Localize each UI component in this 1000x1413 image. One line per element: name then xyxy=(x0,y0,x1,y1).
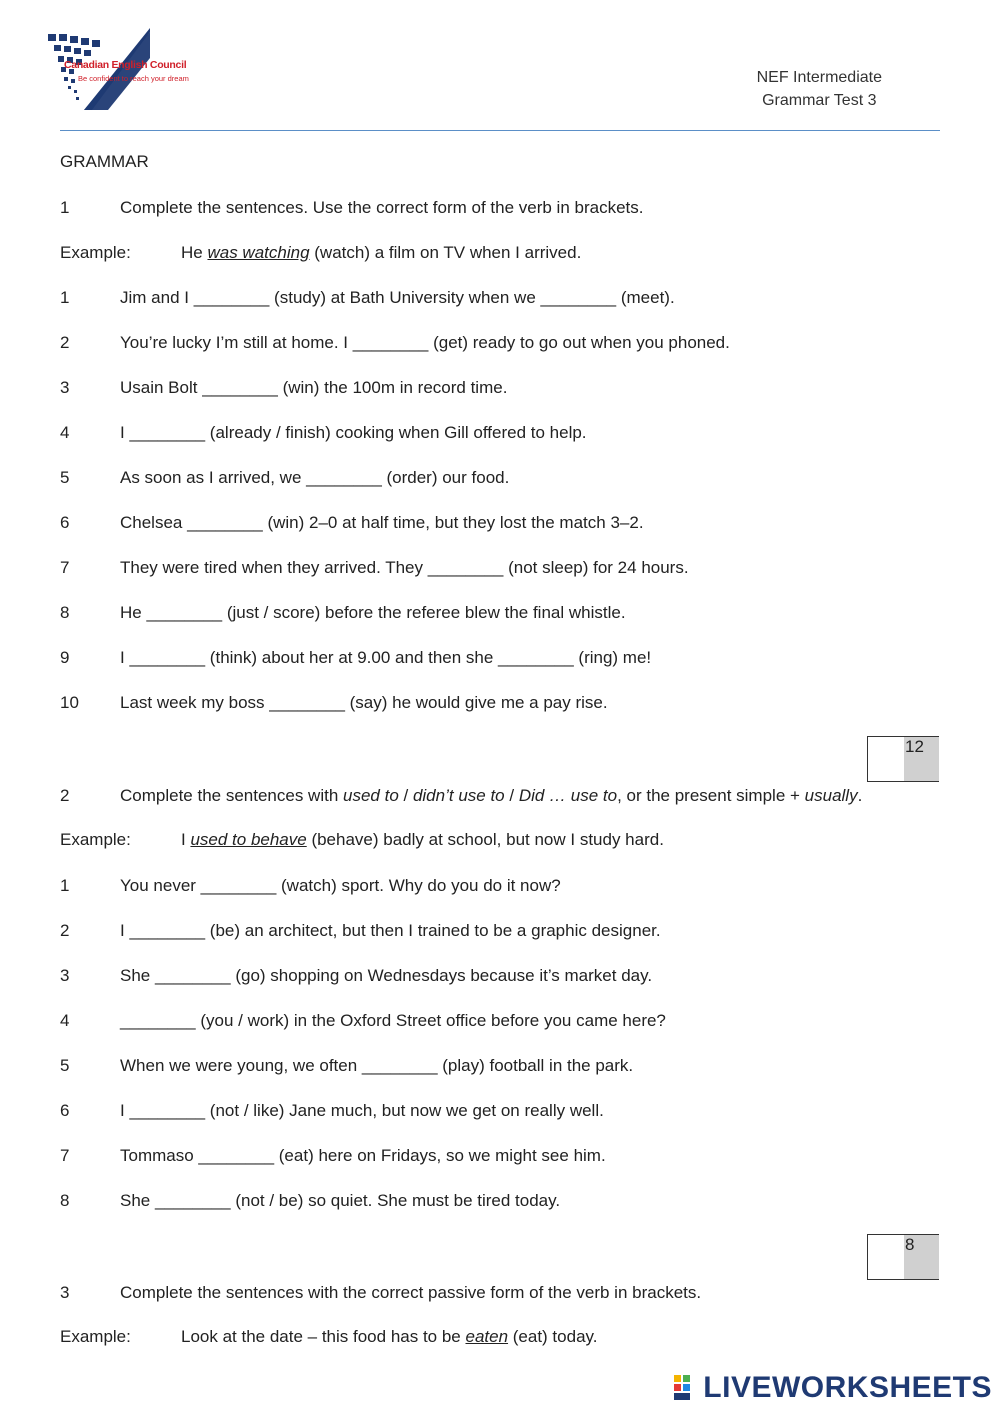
exercise-number: 2 xyxy=(60,786,70,805)
score-total: 8 xyxy=(904,1235,939,1279)
instruction-text: Complete the sentences. Use the correct form of the verb in brackets. xyxy=(120,198,644,217)
question-text: She ________ (not / be) so quiet. She must be tired today. xyxy=(120,1191,561,1210)
logo-squares-graphic xyxy=(46,28,246,118)
score-box xyxy=(867,736,939,782)
brand-name: Canadian English Council xyxy=(64,59,187,71)
question-text: You’re lucky I’m still at home. I ________ (get) ready to go out when you phoned. xyxy=(120,333,730,352)
example-label: Example: xyxy=(60,1327,131,1346)
example-sentence: He was watching (watch) a film on TV when I arrived. xyxy=(181,243,582,262)
exercise-number: 1 xyxy=(60,198,70,217)
liveworksheets-logo-icon xyxy=(674,1375,700,1401)
question-text: I ________ (think) about her at 9.00 and then she ________ (ring) me! xyxy=(120,648,652,667)
instruction-text: Complete the sentences with the correct passive form of the verb in brackets. xyxy=(120,1283,702,1302)
liveworksheets-watermark xyxy=(674,1371,992,1405)
question-text: ________ (you / work) in the Oxford Street office before you came here? xyxy=(120,1011,666,1030)
header-divider xyxy=(60,130,940,131)
question-text: As soon as I arrived, we ________ (order) our food. xyxy=(120,468,510,487)
score-total: 12 xyxy=(904,737,939,781)
score-entry[interactable] xyxy=(868,737,905,781)
header-test-info xyxy=(757,66,882,112)
question-text: You never ________ (watch) sport. Why do you do it now? xyxy=(120,876,561,895)
question-text: Usain Bolt ________ (win) the 100m in record time. xyxy=(120,378,508,397)
exercise-number: 3 xyxy=(60,1283,70,1302)
course-name: NEF Intermediate xyxy=(756,69,882,86)
question-text: I ________ (already / finish) cooking when Gill offered to help. xyxy=(120,423,587,442)
example-sentence: Look at the date – this food has to be eaten (eat) today. xyxy=(181,1327,598,1346)
score-box xyxy=(867,1234,939,1280)
question-text: Jim and I ________ (study) at Bath University when we ________ (meet). xyxy=(120,288,675,307)
example-answer: used to behave xyxy=(190,830,307,849)
score-entry[interactable] xyxy=(868,1235,905,1279)
question-text: Tommaso ________ (eat) here on Fridays, so we might see him. xyxy=(120,1146,606,1165)
instruction-text: Complete the sentences with used to / didn’t use to / Did … use to, or the present simple + usually. xyxy=(120,786,863,805)
section-title: GRAMMAR xyxy=(60,152,149,171)
example-answer: eaten xyxy=(465,1327,509,1346)
question-text: He ________ (just / score) before the referee blew the final whistle. xyxy=(120,603,626,622)
example-label: Example: xyxy=(60,830,131,849)
watermark-text: LIVEWORKSHEETS xyxy=(703,1371,992,1404)
example-sentence: I used to behave (behave) badly at school, but now I study hard. xyxy=(181,830,664,849)
question-text: She ________ (go) shopping on Wednesdays because it’s market day. xyxy=(120,966,653,985)
question-text: I ________ (be) an architect, but then I trained to be a graphic designer. xyxy=(120,921,661,940)
question-text: I ________ (not / like) Jane much, but now we get on really well. xyxy=(120,1101,604,1120)
question-text: Last week my boss ________ (say) he would give me a pay rise. xyxy=(120,693,608,712)
brand-logo xyxy=(46,28,246,118)
question-text: Chelsea ________ (win) 2–0 at half time, but they lost the match 3–2. xyxy=(120,513,644,532)
question-text: When we were young, we often ________ (play) football in the park. xyxy=(120,1056,634,1075)
example-answer: was watching xyxy=(207,243,310,262)
question-text: They were tired when they arrived. They ________ (not sleep) for 24 hours. xyxy=(120,558,689,577)
test-name: Grammar Test 3 xyxy=(762,92,877,109)
example-label: Example: xyxy=(60,243,131,262)
brand-tagline: Be confident to reach your dream xyxy=(78,74,189,83)
